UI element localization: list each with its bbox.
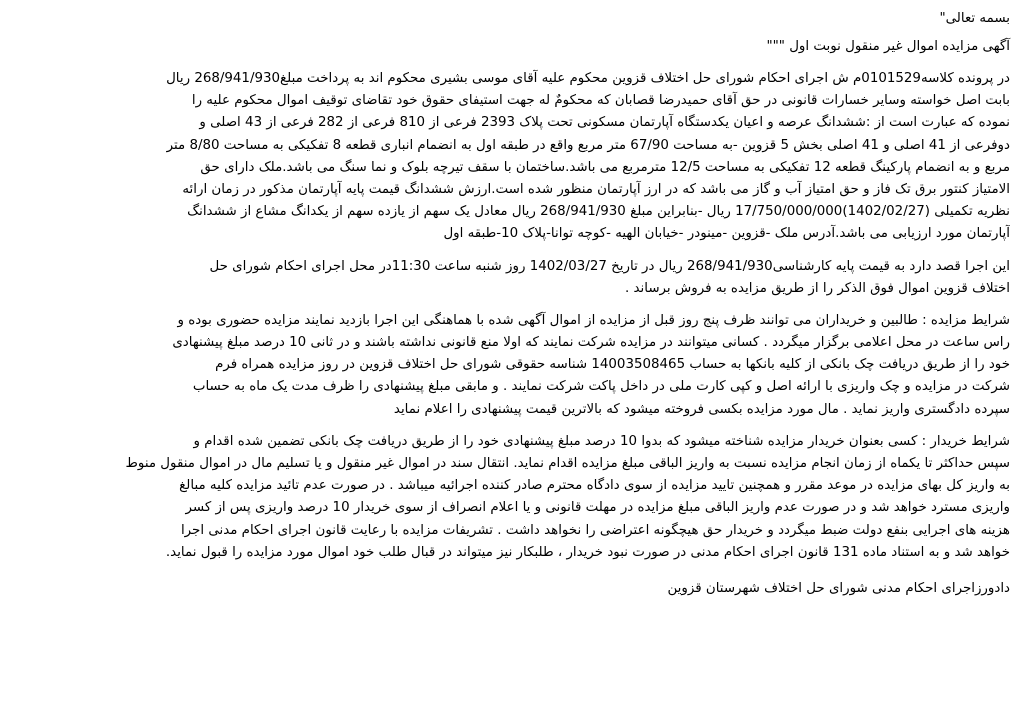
- paragraph-line: الامتیاز کنتور برق تک فاز و حق امتیاز آب و گاز می باشد که در ارز آپارتمان منظور شده است.ارزش ششدانگ قیمت پایه آپارتمان مذکور در زمان ارائه: [182, 181, 1010, 197]
- paragraph-line: نظریه تکمیلی (1402/02/27)17/750/000/000 ریال -بنابراین مبلغ 268/941/930 ریال معادل یک سهم از یازده سهم از یکدانگ مشاع از ششدانگ: [187, 204, 1010, 220]
- paragraph-line: اختلاف قزوین اموال فوق الذکر را از طریق مزایده به فروش برساند .: [624, 280, 1010, 296]
- heading-text: بسمه تعالی": [939, 11, 1010, 26]
- paragraph-line: بابت اصل خواسته وسایر خسارات قانونی در حق آقای حمیدرضا قصابان که محکومٌ له جهت استیفای حقوق خود تقاضای توقیف اموال محکوم علیه را: [191, 93, 1010, 109]
- paragraph-line: راس ساعت در محل اعلامی برگزار میگردد . کسانی میتوانند در مزایده شرکت نمایند که اولا منع قانونی نداشته باشند و در ثانی 10 درصد مبلغ پیشنهادی: [172, 335, 1010, 351]
- paragraph-buyer-conditions: [14, 431, 1010, 564]
- paragraph-line: نموده که عبارت است از :ششدانگ عرصه و اعیان یکدستگاه آپارتمان مسکونی تحت پلاک 2393 فرعی از 810 فرعی از 282 فرعی از 43 اصلی و: [199, 115, 1010, 131]
- paragraph-line: مربع و به انضمام پارکینگ قطعه 12 تفکیکی به مساحت 12/5 مترمربع می باشد.ساختمان با سقف تیرچه بلوک و نما سنگ می باشد.ملک دارای حق: [200, 159, 1010, 175]
- paragraph-line: سپس حداکثر تا یکماه از زمان انجام مزایده نسبت به واریز الباقی مبلغ مزایده اقدام نماید. انتقال سند در اموال غیر منقول و یا تسلیم مال در اموال منقول منوط: [125, 456, 1010, 471]
- spacer: [14, 421, 1010, 431]
- paragraph-line: شرایط خریدار : کسی بعنوان خریدار مزایده شناخته میشود که بدوا 10 درصد مبلغ پیشنهادی خود را از طریق دریافت چک بانکی تضمین شده اقدام و: [193, 433, 1010, 449]
- paragraph-case-details: [14, 68, 1010, 246]
- paragraph-line: آپارتمان مورد ارزیابی می باشد.آدرس ملک -قزوین -مینودر -خیابان الهیه -کوچه توانا-پلاک 10-طبقه اول: [443, 226, 1010, 242]
- paragraph-auction-intent: [14, 256, 1010, 300]
- spacer: [14, 58, 1010, 68]
- paragraph-auction-conditions: [14, 310, 1010, 421]
- paragraph-line: هزینه های اجرایی بنفع دولت ضبط میگردد و خریدار حق هیچگونه اعتراضی را نخواهد داشت . تشریفات مزایده با رعایت قانون اجرای احکام مدنی اجرا: [180, 522, 1010, 538]
- paragraph-line: این اجرا قصد دارد به قیمت پایه کارشناسی268/941/930 ریال در تاریخ 1402/03/27 روز شنبه ساعت 11:30در محل اجرای احکام شورای حل: [209, 258, 1010, 274]
- paragraph-line: واریزی مسترد خواهد شد و در صورت عدم واریز الباقی مبلغ مزایده در مهلت قانونی و یا اعلام انصراف از سوی خریدار 10 درصد واریزی پس از کسر: [185, 500, 1010, 516]
- paragraph-line: سپرده دادگستری واریز نماید . مال مورد مزایده بکسی فروخته میشود که بالاترین قیمت پیشنهادی را اعلام نماید: [393, 401, 1010, 417]
- paragraph-line: شرایط مزایده : طالبین و خریداران می توانند ظرف پنج روز قبل از مزایده از اموال آگهی شده با هماهنگی این اجرا بازدید نمایند مزایده حضوری بوده و: [177, 312, 1010, 328]
- paragraph-line: خواهد شد و به استناد ماده 131 قانون اجرای احکام مدنی در صورت نبود خریدار ، طلبکار نیز میتواند در قبال طلب خود اموال مورد مزایده را قبول نماید.: [165, 544, 1010, 560]
- paragraph-line: خود را از طریق دریافت چک بانکی از کلیه بانکها به حساب 14003508465 شناسه حقوقی شورای حل اختلاف قزوین در روز مزایده همراه فرم: [215, 357, 1010, 373]
- paragraph-line: دوفرعی از 41 اصلی و 41 اصلی بخش 5 قزوین -به مساحت 67/90 متر مربع واقع در طبقه اول به انضمام انباری قطعه 8 تفکیکی به مساحت 8/80 متر: [166, 137, 1010, 153]
- spacer: [14, 246, 1010, 256]
- paragraph-line: در پرونده کلاسه0101529م ش اجرای احکام شورای حل اختلاف قزوین محکوم علیه آقای موسی بشیری محکوم اند به پرداخت مبلغ268/941/930 ریال: [166, 71, 1010, 86]
- spacer: [14, 300, 1010, 310]
- paragraph-line: به واریز کل بهای مزایده در موعد مقرر و همچنین تایید مزایده از سوی دادگاه محترم صادر کننده اجرائیه میباشد . در صورت عدم تائید مزایده کلیه مبالغ: [179, 478, 1010, 494]
- paragraph-line: شرکت در مزایده و چک واریزی با ارائه اصل و کپی کارت ملی در داخل پاکت شرکت نمایند . و مابقی مبلغ پیشنهادی را ظرف مدت یک ماه به حساب: [192, 379, 1010, 395]
- notice-title: آگهی مزایده اموال غیر منقول نوبت اول """: [766, 39, 1010, 54]
- spacer: [14, 564, 1010, 578]
- signature-line: دادورزاجرای احکام مدنی شورای حل اختلاف شهرستان قزوین: [667, 580, 1010, 596]
